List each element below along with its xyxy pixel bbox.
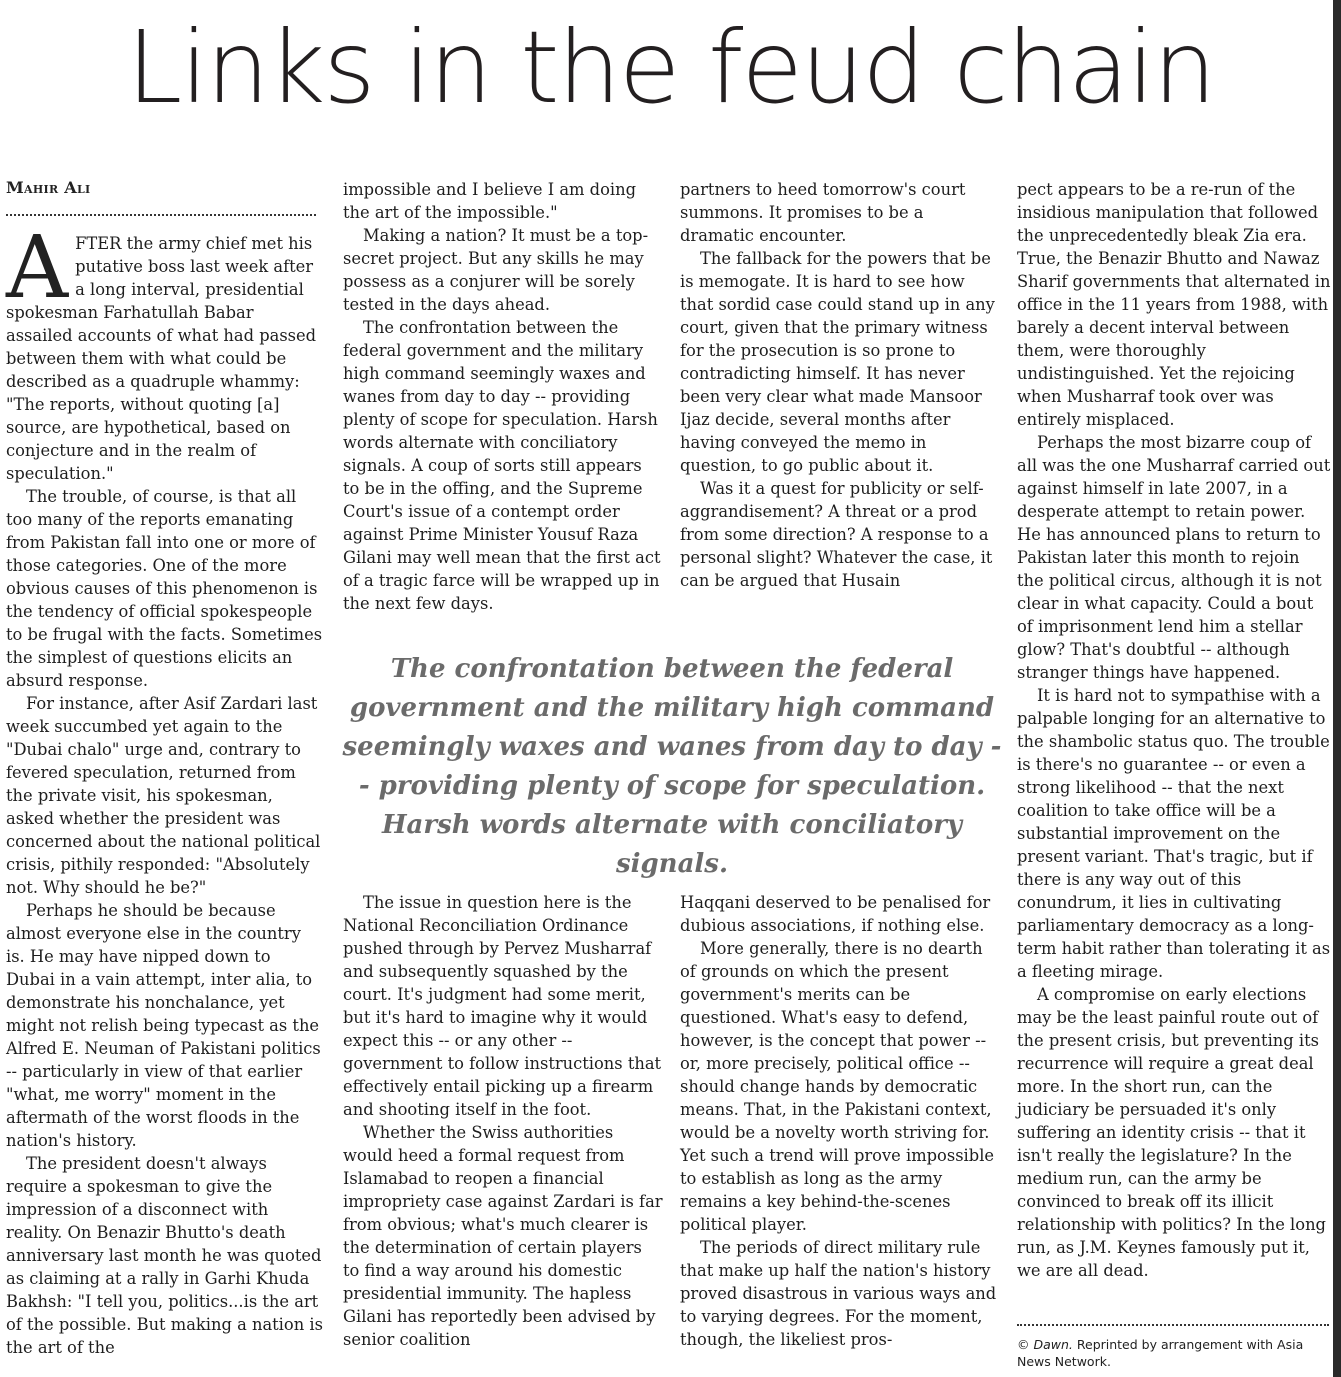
paragraph-10: The fallback for the powers that be is memogate. It is hard to see how that sordid case could stand up in any court, given that the primary witness for the prosecution is so prone to contradicting himself. It has never been very clear what made Mansoor Ijaz decide, several months after having conveyed the memo in question, to go public about it. <box>680 249 995 475</box>
paragraph-2: The trouble, of course, is that all too many of the reports emanating from Pakistan fall into one or more of those categories. One of the more obvious causes of this phenomenon is the tendency of official spokespeople to be frugal with the facts. Sometimes the simplest of questions elicits an absurd response. <box>6 487 323 690</box>
paragraph-6: impossible and I believe I am doing the art of the impossible." <box>343 180 637 222</box>
paragraph-16: The periods of direct military rule that make up half the nation's history proved disastrous in various ways and to varying degrees. For the moment, though, the likeliest pros- <box>680 1238 997 1349</box>
paragraph-9: partners to heed tomorrow's court summons. It promises to be a dramatic encounter. <box>680 180 966 245</box>
column-1 <box>6 218 324 1359</box>
page-edge <box>1333 0 1341 1377</box>
paragraph-13: Whether the Swiss authorities would heed a formal request from Islamabad to reopen a financial impropriety case against Zardari is far from obvious; what's much clearer is the determination of certain players to find a way around his domestic presidential immunity. The hapless Gilani has reportedly been advised by senior coalition <box>343 1123 663 1349</box>
byline: Mahir Ali <box>6 178 91 197</box>
column-2-bottom <box>343 891 663 1351</box>
paragraph-7: Making a nation? It must be a top-secret project. But any skills he may possess as a conjurer will be sorely tested in the days ahead. <box>343 226 649 314</box>
credit-source: Dawn. <box>1033 1337 1073 1352</box>
paragraph-12: The issue in question here is the National Reconciliation Ordinance pushed through by Pervez Musharraf and subsequently squashed by the court. It's judgment had some merit, but it's hard to imagine why it would expect this -- or any other -- government to follow instructions that effectively entail picking up a firearm and shooting itself in the foot. <box>343 893 662 1119</box>
paragraph-18: Perhaps the most bizarre coup of all was the one Musharraf carried out against himself in late 2007, in a desperate attempt to retain power. He has announced plans to return to Pakistan later this month to rejoin the political circus, although it is not clear in what capacity. Could a bout of imprisonment lend him a stellar glow? That's doubtful -- although stranger things have happened. <box>1017 433 1331 682</box>
drop-cap: A <box>6 218 69 318</box>
byline-rule <box>6 214 316 216</box>
paragraph-5: The president doesn't always require a spokesman to give the impression of a disconnect with reality. On Benazir Bhutto's death anniversary last month he was quoted as claiming at a rally in Garhi Khuda Bakhsh: "I tell you, politics...is the art of the possible. But making a nation is the art of the <box>6 1154 323 1357</box>
copyright-symbol: © <box>1017 1337 1030 1352</box>
paragraph-19: It is hard not to sympathise with a palpable longing for an alternative to the shambolic status quo. The trouble is there's no guarantee -- or even a strong likelihood -- that the next coalition to take office will be a substantial improvement on the present variant. That's tragic, but if there is any way out of this conundrum, it lies in cultivating parliamentary democracy as a long-term habit rather than tolerating it as a fleeting mirage. <box>1017 686 1331 981</box>
paragraph-8: The confrontation between the federal government and the military high command seemingly waxes and wanes from day to day -- providing plenty of scope for speculation. Harsh words alternate with conciliatory signals. A coup of sorts still appears to be in the offing, and the Supreme Court's issue of a contempt order against Prime Minister Yousuf Raza Gilani may well mean that the first act of a tragic farce will be wrapped up in the next few days. <box>343 318 661 613</box>
paragraph-11: Was it a quest for publicity or self-aggrandisement? A threat or a prod from some direction? A response to a personal slight? Whatever the case, it can be argued that Husain <box>680 479 993 590</box>
headline: Links in the feud chain <box>126 9 1215 126</box>
paragraph-20: A compromise on early elections may be the least painful route out of the present crisis, but preventing its recurrence will require a great deal more. In the short run, can the judiciary be persuaded it's only suffering an identity crisis -- that it isn't really the legislature? In the medium run, can the army be convinced to break off its illicit relationship with politics? In the long run, as J.M. Keynes famously put it, we are all dead. <box>1017 985 1326 1280</box>
paragraph-14: Haqqani deserved to be penalised for dubious associations, if nothing else. <box>680 893 991 935</box>
paragraph-3: For instance, after Asif Zardari last week succumbed yet again to the "Dubai chalo" urge and, contrary to fevered speculation, returned from the private visit, his spokesman, asked whether the president was concerned about the national political crisis, pithily responded: "Absolutely not. Why should he be?" <box>6 694 321 897</box>
paragraph-1: AFTER the army chief met his putative boss last week after a long interval, presidential spokesman Farhatullah Babar assailed accounts of what had passed between them with what could be described as a quadruple whammy: "The reports, without quoting [a] source, are hypothetical, based on conjecture and in the realm of speculation." <box>6 218 317 483</box>
paragraph-17: pect appears to be a re-run of the insidious manipulation that followed the unprecedentedly bleak Zia era. True, the Benazir Bhutto and Nawaz Sharif governments that alternated in office in the 11 years from 1988, with barely a decent interval between them, were thoroughly undistinguished. Yet the rejoicing when Musharraf took over was entirely misplaced. <box>1017 180 1331 429</box>
column-2-top <box>343 178 663 615</box>
column-4 <box>1017 178 1331 1282</box>
column-3-bottom <box>680 891 998 1351</box>
paragraph-15: More generally, there is no dearth of grounds on which the present government's merits can be questioned. What's easy to defend, however, is the concept that power -- or, more precisely, political office -- should change hands by democratic means. That, in the Pakistani context, would be a novelty worth striving for. Yet such a trend will prove impossible to establish as long as the army remains a key behind-the-scenes political player. <box>680 939 995 1234</box>
column-3-top <box>680 178 998 592</box>
credit-line <box>1017 1336 1317 1370</box>
paragraph-4: Perhaps he should be because almost everyone else in the country is. He may have nipped down to Dubai in a vain attempt, inter alia, to demonstrate his nonchalance, yet might not relish being typecast as the Alfred E. Neuman of Pakistani politics -- particularly in view of that earlier "what, me worry" moment in the aftermath of the worst floods in the nation's history. <box>6 901 321 1150</box>
pull-quote: The confrontation between the federal government and the military high command seemingly waxes and wanes from day to day -- providing plenty of scope for speculation. Harsh words alternate with conciliatory signals. <box>342 654 1002 879</box>
credit-note: Reprinted by arrangement with Asia News Network. <box>1017 1337 1304 1369</box>
credit-rule <box>1017 1324 1329 1326</box>
